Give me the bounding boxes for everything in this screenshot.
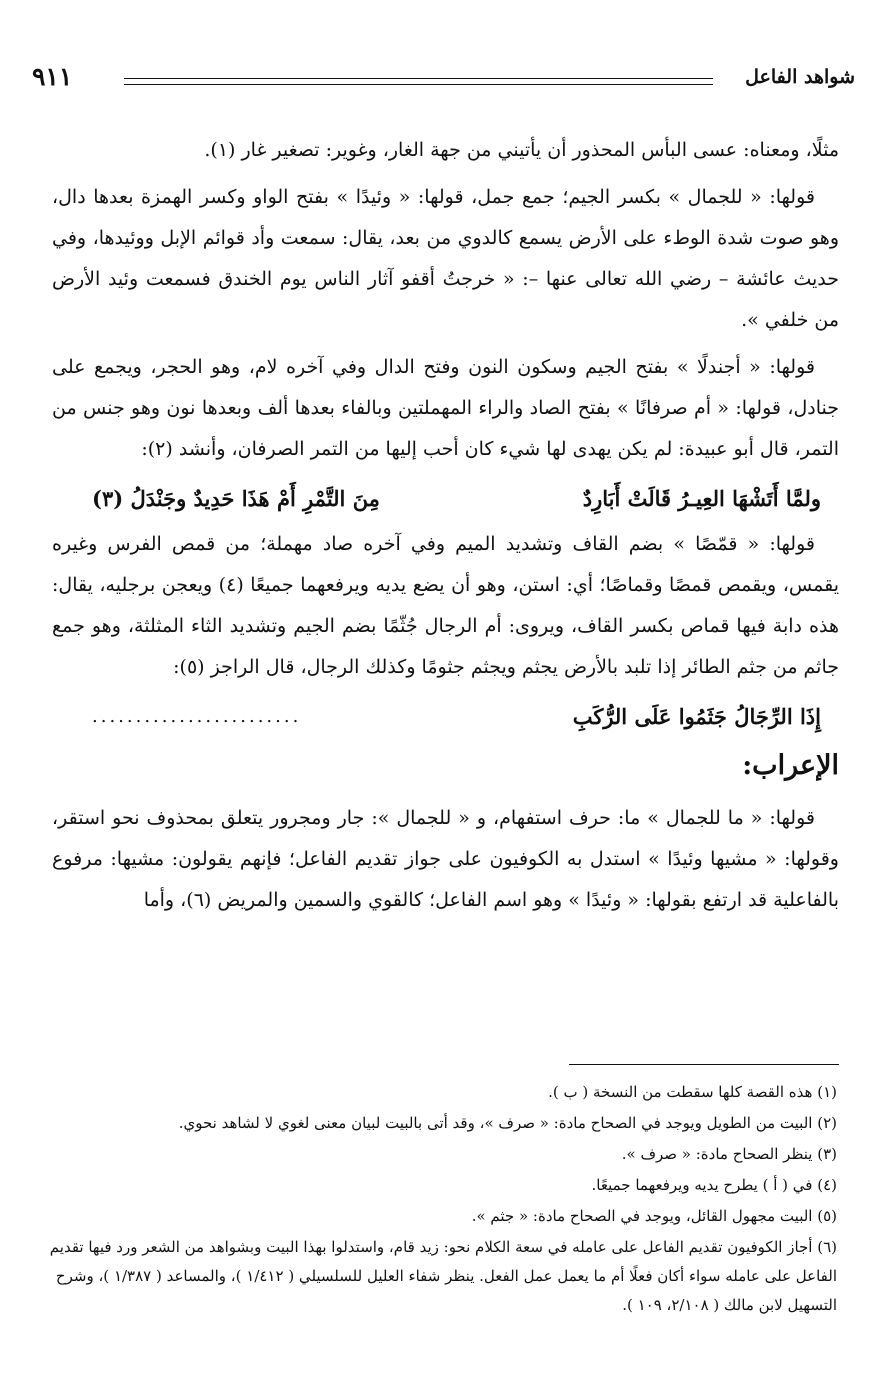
i3rab-paragraph: قولها: « ما للجمال » ما: حرف استفهام، و « للجمال »: جار ومجرور يتعلق بمحذوف نحو استقر، وقولها: « مشيها وئيدًا » استدل به الكوفيون على جواز تقديم الفاعل؛ فإنهم يقولون: مشيها: مرفوع بالفاعلية قد ارتفع بقولها: « وئيدًا » وهو اسم الفاعل؛ كالقوي والسمين والمريض (٦)، وأما	[52, 807, 839, 911]
running-title: شواهد الفاعل	[745, 66, 855, 88]
verse-1	[92, 476, 821, 520]
paragraph-1: مثلًا، ومعناه: عسى البأس المحذور أن يأتيني من جهة الغار، وغوير: تصغير غار (١).	[204, 139, 839, 161]
main-text	[52, 130, 839, 927]
footnote-1: (١) هذه القصة كلها سقطت من النسخة ( ب ).	[548, 1083, 837, 1101]
paragraph-3: قولها: « أجندلًا » بفتح الجيم وسكون النون وفتح الدال وفي آخره لام، وهو الحجر، ويجمع على جنادل، قولها: « أم صرفانًا » بفتح الصاد والراء المهملتين وبالفاء بعدها ألف وبعدها نون وهو جنس من التمر، قال أبو عبيدة: لم يكن يهدى لها شيء كان أحب إليها من التمر الصرفان، وأنشد (٢):	[52, 356, 839, 460]
header-rule-top	[124, 78, 713, 79]
footnotes	[48, 1078, 837, 1322]
page-number: ٩١١	[32, 62, 73, 91]
footnote-3: (٣) ينظر الصحاح مادة: « صرف ».	[621, 1145, 837, 1163]
footnote-separator	[569, 1064, 839, 1065]
verse-1-first-half: ولمَّا أَتَشْهَا العِيـرُ قَالَتْ أَبَارِدٌ	[582, 485, 821, 511]
verse-1-second-half: مِنَ التَّمْرِ أَمْ هَذَا حَدِيدٌ وجَنْدَلُ (٣)	[92, 485, 380, 511]
paragraph-4: قولها: « قمّصًا » بضم القاف وتشديد الميم وفي آخره صاد مهملة؛ من قمص الفرس وغيره يقمس، ويقمص قمصًا وقماصًا؛ أي: استن، وهو أن يضع يديه ويرفعهما جميعًا (٤) ويعجن برجليه، يقال: هذه دابة فيها قماص بكسر القاف، ويروى: أم الرجال جُثّمًا بضم الجيم وتشديد الثاء المثلثة، وهو جمع جاثم من جثم الطائر إذا تلبد بالأرض يجثم ويجثم جثومًا وكذلك الرجال، قال الراجز (٥):	[52, 533, 839, 678]
verse-2	[92, 694, 821, 738]
verse-2-ellipsis: ........................	[92, 705, 302, 727]
i3rab-heading: الإعراب:	[742, 750, 839, 781]
header-rule-bottom	[124, 84, 713, 85]
footnote-2: (٢) البيت من الطويل ويوجد في الصحاح مادة: « صرف »، وقد أتى بالبيت لبيان معنى لغوي لا لشاهد نحوي.	[178, 1114, 837, 1132]
page-header	[32, 62, 855, 102]
footnote-5: (٥) البيت مجهول القائل، ويوجد في الصحاح مادة: « جثم ».	[471, 1207, 837, 1225]
verse-2-first-half: إِذَا الرِّجَالُ جَثَمُوا عَلَى الرُّكَبِ	[572, 703, 821, 729]
paragraph-2: قولها: « للجمال » بكسر الجيم؛ جمع جمل، قولها: « وئيدًا » بفتح الواو وكسر الهمزة بعدها دال، وهو صوت شدة الوطء على الأرض يسمع كالدوي من بعد، يقال: سمعت وأد قوائم الإبل ووئيدها، وفي حديث عائشة – رضي الله تعالى عنها –: « خرجتُ أقفو آثار الناس يوم الخندق فسمعت وئيد الأرض من خلفي ».	[52, 186, 839, 331]
footnote-4: (٤) في ( أ ) يطرح يديه ويرفعهما جميعًا.	[591, 1176, 837, 1194]
footnote-6: (٦) أجاز الكوفيون تقديم الفاعل على عامله في سعة الكلام نحو: زيد قام، واستدلوا بهذا البيت وبشواهد من الشعر ورد فيها تقديم الفاعل على عامله سواء أكان فعلًا أم ما يعمل عمل الفعل. ينظر شفاء العليل للسلسيلي ( ١/٤١٢ )، والمساعد ( ١/٣٨٧ )، وشرح التسهيل لابن مالك ( ٢/١٠٨، ١٠٩ ).	[49, 1238, 837, 1314]
